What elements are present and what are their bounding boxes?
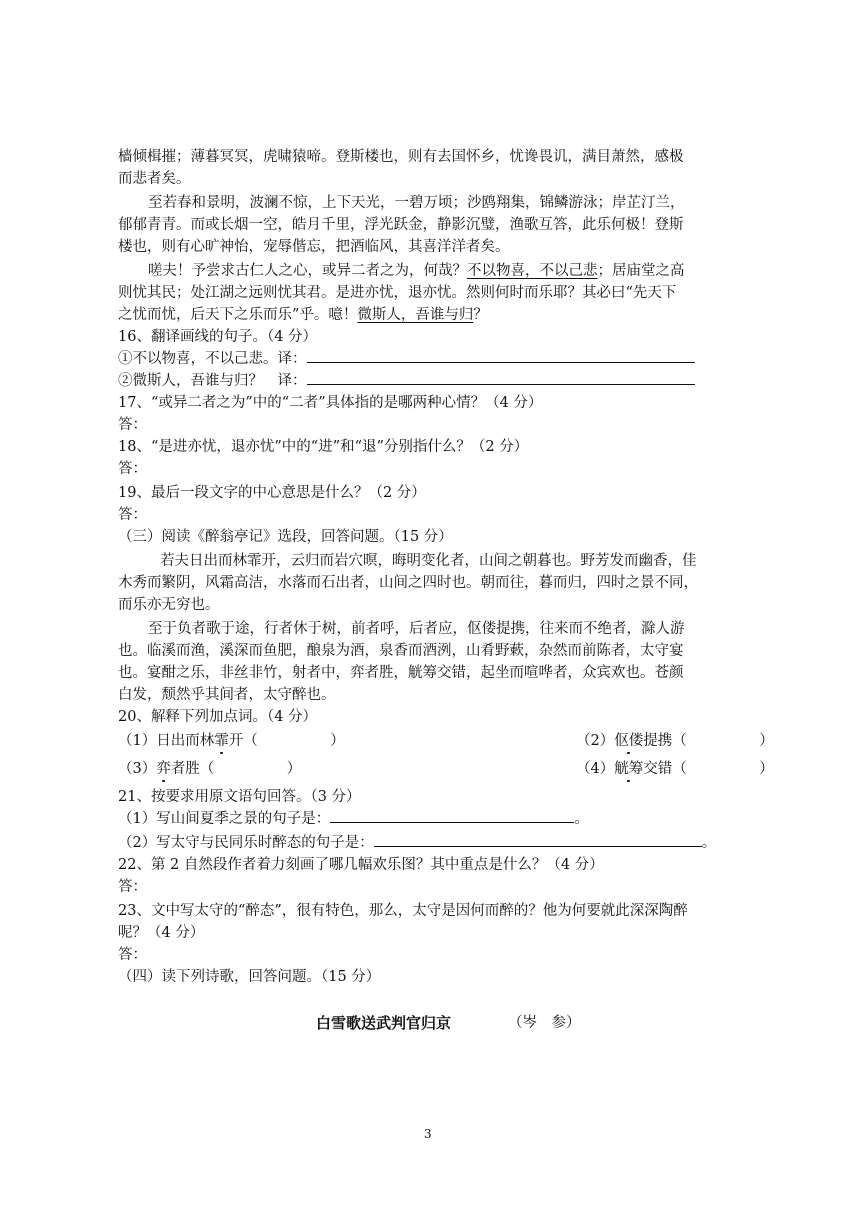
passage-line: 而悲者矣。 bbox=[118, 171, 191, 187]
passage-line: 若夫日出而林霏开，云归而岩穴暝，晦明变化者，山间之朝暮也。野芳发而幽香，佳 bbox=[160, 553, 697, 569]
passage-line: 楼也，则有心旷神怡，宠辱偕忘，把酒临风，其喜洋洋者矣。 bbox=[118, 239, 510, 255]
answer-label: 答： bbox=[118, 879, 147, 895]
q21-item-2: （2）写太守与民同乐时醉态的句子是： 。 bbox=[118, 832, 758, 854]
passage-text: ？ bbox=[473, 307, 488, 323]
question-22: 22、第 2 自然段作者着力刻画了哪几幅欢乐图？其中重点是什么？（4 分） bbox=[118, 857, 604, 873]
passage-line bbox=[148, 260, 758, 282]
q20-item-3: （3）弈者胜（ ） bbox=[118, 761, 302, 777]
q16-item-1 bbox=[118, 348, 758, 370]
question-17: 17、“或异二者之为”中的“二者”具体指的是哪两种心情？（4 分） bbox=[118, 395, 543, 411]
passage-line: 而乐亦无穷也。 bbox=[118, 597, 220, 613]
question-23: 23、文中写太守的“醉态”，很有特色，那么，太守是因何而醉的？他为何要就此深深陶醉 bbox=[118, 903, 688, 919]
passage-text: 之忧而忧，后天下之乐而乐”乎。噫！ bbox=[118, 307, 358, 323]
underlined-sentence-1: 不以物喜，不以己悲 bbox=[467, 263, 598, 279]
passage-text: ；居庙堂之高 bbox=[597, 263, 685, 279]
dotted-word: 弈 bbox=[156, 761, 171, 777]
passage-line: 也。宴酣之乐，非丝非竹，射者中，弈者胜，觥筹交错，起坐而喧哗者，众宾欢也。苍颜 bbox=[118, 665, 684, 681]
q20-row-2 bbox=[118, 758, 774, 780]
q20-item-1: （1）日出而林霏开（ ） bbox=[118, 733, 345, 749]
dotted-word: 伛偻 bbox=[614, 733, 644, 749]
q21-answer-blank-2[interactable] bbox=[374, 832, 702, 847]
poem-author: （岑 参） bbox=[508, 1015, 581, 1031]
q21-item-1-label: （1）写山间夏季之景的句子是： bbox=[118, 811, 331, 827]
answer-label: 答： bbox=[118, 947, 147, 963]
passage-line: 至若春和景明，波澜不惊，上下天光，一碧万顷；沙鸥翔集，锦鳞游泳；岸芷汀兰， bbox=[148, 195, 685, 211]
q16-answer-blank-1[interactable] bbox=[307, 348, 695, 363]
question-19: 19、最后一段文字的中心意思是什么？（2 分） bbox=[118, 485, 426, 501]
question-21: 21、按要求用原文语句回答。（3 分） bbox=[118, 789, 361, 805]
underlined-sentence-2: 微斯人，吾谁与归 bbox=[357, 307, 474, 323]
section-3-heading: （三）阅读《醉翁亭记》选段，回答问题。（15 分） bbox=[118, 529, 453, 545]
q16-answer-blank-2[interactable] bbox=[307, 370, 695, 385]
question-20: 20、解释下列加点词。（4 分） bbox=[118, 709, 318, 725]
passage-text: 嗟夫！予尝求古仁人之心，或异二者之为，何哉？ bbox=[148, 263, 467, 279]
passage-line: 至于负者歌于途，行者休于树，前者呼，后者应，伛偻提携，往来而不绝者，滁人游 bbox=[148, 621, 685, 637]
dotted-word: 觥筹 bbox=[614, 761, 644, 777]
passage-line: 木秀而繁阴，风霜高洁，水落而石出者，山间之四时也。朝而往，暮而归，四时之景不同， bbox=[118, 575, 698, 591]
question-18: 18、“是进亦忧，退亦忧”中的“进”和“退”分别指什么？（2 分） bbox=[118, 439, 529, 455]
q21-answer-blank-1[interactable] bbox=[330, 808, 574, 823]
q16-item-1-label: ①不以物喜，不以己悲。译： bbox=[118, 351, 307, 367]
q16-item-2-label: ②微斯人，吾谁与归？ 译： bbox=[118, 373, 307, 389]
passage-line: 郁郁青青。而或长烟一空，皓月千里，浮光跃金，静影沉璧，渔歌互答，此乐何极！登斯 bbox=[118, 217, 684, 233]
passage-line: 樯倾楫摧；薄暮冥冥，虎啸猿啼。登斯楼也，则有去国怀乡，忧谗畏讥，满目萧然，感极 bbox=[118, 149, 684, 165]
question-16: 16、翻译画线的句子。（4 分） bbox=[118, 329, 318, 345]
answer-label: 答： bbox=[118, 461, 147, 477]
passage-line: 白发，颓然乎其间者，太守醉也。 bbox=[118, 687, 336, 703]
page-number: 3 bbox=[424, 1127, 432, 1141]
q20-item-2: （2）伛偻提携（ ） bbox=[576, 733, 774, 749]
passage-line: 则忧其民；处江湖之远则忧其君。是进亦忧，退亦忧。然则何时而乐耶？其必曰“先天下 bbox=[118, 285, 677, 301]
section-4-heading: （四）读下列诗歌，回答问题。（15 分） bbox=[118, 969, 381, 985]
q20-row-1 bbox=[118, 730, 774, 752]
answer-label: 答： bbox=[118, 507, 147, 523]
q21-item-2-label: （2）写太守与民同乐时醉态的句子是： bbox=[118, 835, 374, 851]
q21-item-1: （1）写山间夏季之景的句子是： 。 bbox=[118, 808, 758, 830]
q20-item-4: （4）觥筹交错（ ） bbox=[576, 761, 774, 777]
answer-label: 答： bbox=[118, 417, 147, 433]
dotted-word: 霏 bbox=[214, 733, 229, 749]
passage-line: 也。临溪而渔，溪深而鱼肥，酿泉为酒，泉香而酒洌，山肴野蔌，杂然而前陈者，太守宴 bbox=[118, 643, 684, 659]
question-23-cont: 呢？（4 分） bbox=[118, 925, 205, 941]
passage-line bbox=[118, 304, 758, 326]
q16-item-2 bbox=[118, 370, 758, 392]
poem-title: 白雪歌送武判官归京 bbox=[316, 1014, 452, 1032]
